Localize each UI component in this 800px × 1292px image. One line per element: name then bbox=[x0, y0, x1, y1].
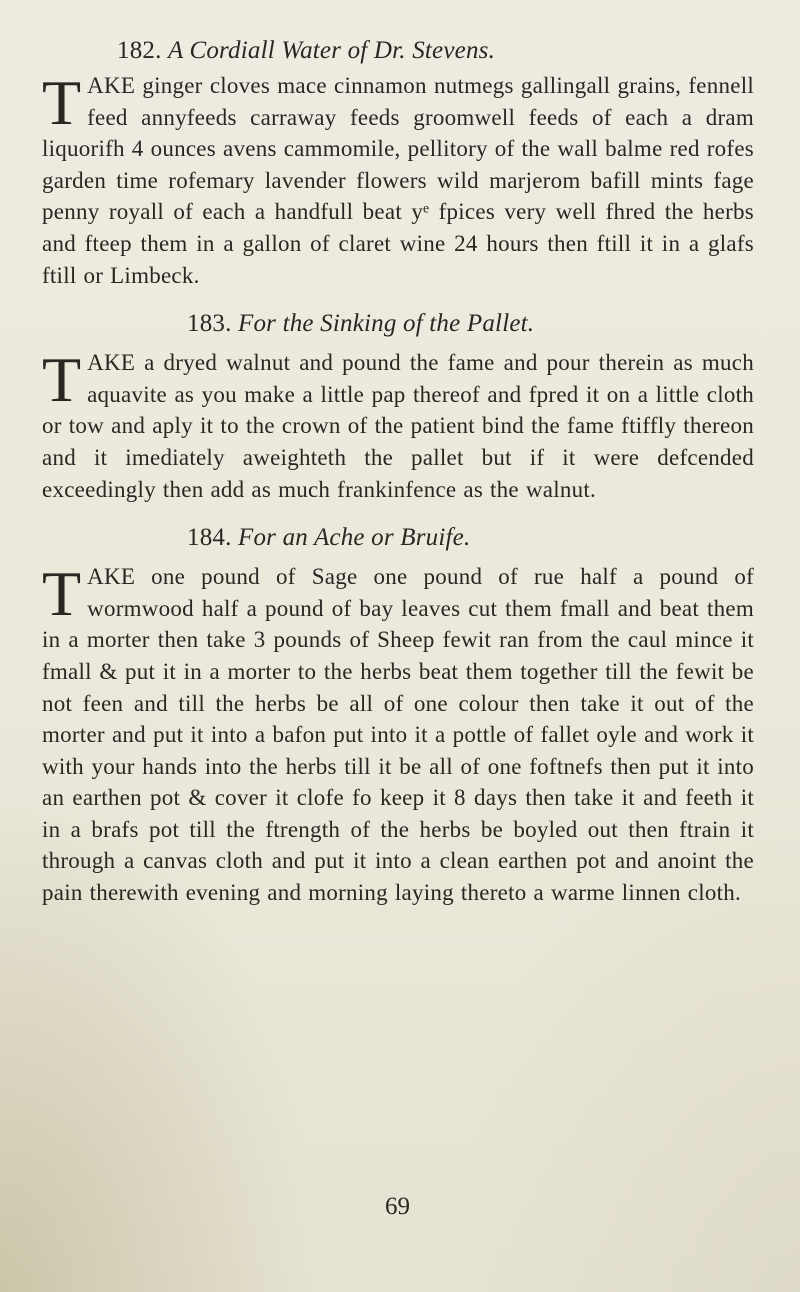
page-content bbox=[42, 36, 754, 909]
recipe-title: For the Sinking of the Pallet. bbox=[238, 310, 535, 338]
recipe-number: 182. bbox=[117, 37, 162, 64]
drop-cap: T bbox=[42, 67, 82, 138]
drop-cap: T bbox=[42, 344, 82, 416]
recipe-number: 184. bbox=[187, 524, 232, 552]
recipe-block-184 bbox=[42, 558, 754, 909]
recipe-block-182 bbox=[42, 67, 754, 291]
recipe-heading-184 bbox=[187, 523, 754, 553]
recipe-heading-182 bbox=[117, 36, 754, 66]
page-number: 69 bbox=[385, 1193, 410, 1220]
recipe-text: AKE one pound of Sage one pound of rue half a pound of wormwood half a pound of bay leaves cut them fmall and beat them in a morter then take 3 pounds of Sheep fewit ran from the caul mince it fmall & put it in a morter to the herbs beat them together till the fewit be not feen and till the herbs be all of one colour then take it out of the morter and put it into a bafon put into it a pottle of fallet oyle and work it with your hands into the herbs till it be all of one foftnefs then put it into an earthen pot & cover it clofe fo keep it 8 days then take it and feeth it in a brafs pot till the ftrength of the herbs be boyled out then ftrain it through a canvas cloth and put it into a clean earthen pot and anoint the pain therewith evening and morning laying thereto a warme linnen cloth. bbox=[42, 564, 754, 906]
recipe-text: AKE ginger cloves mace cinnamon nutmegs gallingall grains, fennell feed annyfeeds carraway feeds groomwell feeds of each a dram liquorifh 4 ounces avens cammomile, pellitory of the wall balme red rofes garden time rofemary lavender flowers wild marjerom bafill mints fage penny royall of each a handfull beat yᵉ fpices very well fhred the herbs and fteep them in a gallon of claret wine 24 hours then ftill it in a glafs ftill or Limbeck. bbox=[42, 73, 754, 288]
recipe-title: For an Ache or Bruife. bbox=[238, 524, 471, 552]
recipe-number: 183. bbox=[187, 310, 232, 338]
recipe-text: AKE a dryed walnut and pound the fame and pour therein as much aquavite as you make a little pap thereof and fpred it on a little cloth or tow and aply it to the crown of the patient bind the fame ftiffly thereon and it imediately aweighteth the pallet but if it were defcended exceedingly then add as much frankinfence as the walnut. bbox=[42, 350, 754, 502]
recipe-block-183 bbox=[42, 344, 754, 505]
recipe-title: A Cordiall Water of Dr. Stevens. bbox=[168, 37, 496, 64]
drop-cap: T bbox=[42, 558, 82, 630]
recipe-heading-183 bbox=[187, 309, 754, 339]
